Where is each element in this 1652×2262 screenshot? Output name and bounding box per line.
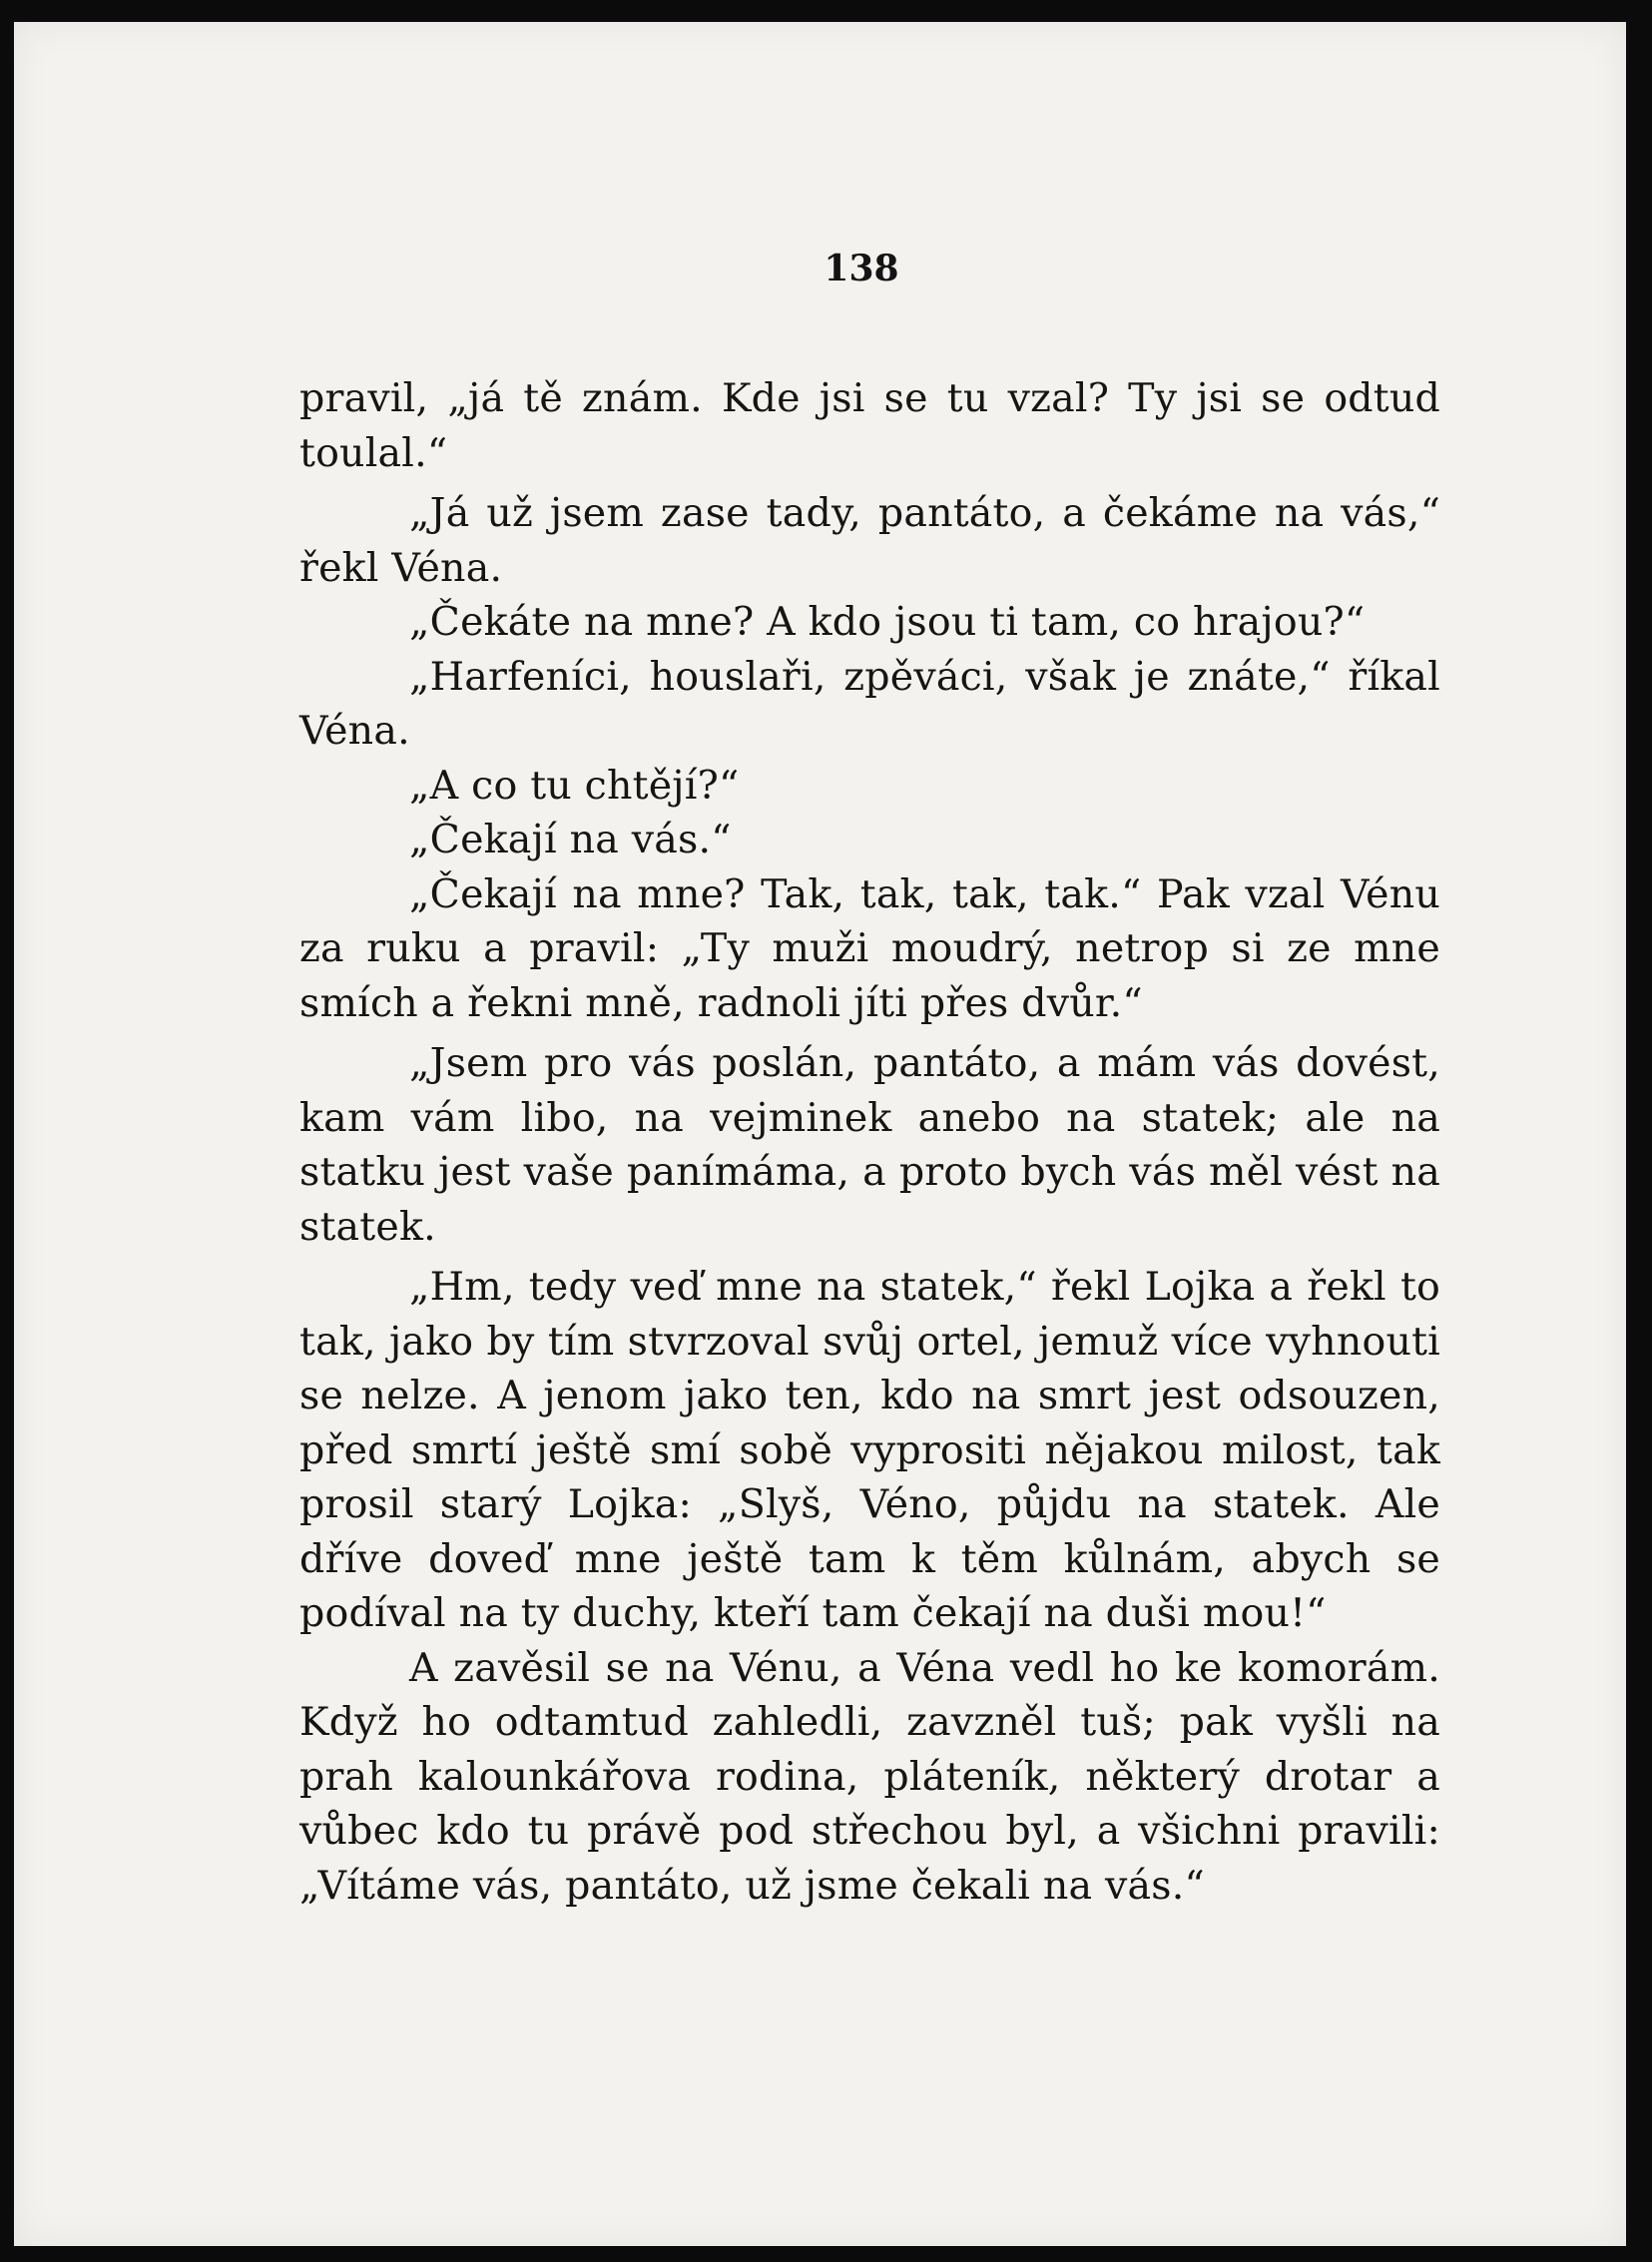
paragraph: „Já už jsem zase tady, pantáto, a čekáme na vás,“ řekl Véna. bbox=[299, 490, 1440, 591]
paragraph: „Čekáte na mne? A kdo jsou ti tam, co hrajou?“ bbox=[409, 599, 1366, 645]
paragraph: „Harfeníci, houslaři, zpěváci, však je znáte,“ říkal Véna. bbox=[299, 653, 1440, 754]
paragraph: „Hm, tedy veď mne na statek,“ řekl Lojka a řekl to tak, jako by tím stvrzoval svůj ortel, jemuž více vyhnouti se nelze. A jenom jako ten, kdo na smrt jest odsouzen, před smrtí ještě smí sobě vyprositi nějakou milost, tak prosil starý Lojka: „Slyš, Véno, půjdu na statek. Ale dříve doveď mne ještě tam k těm kůlnám, abych se podíval na ty duchy, kteří tam čekají na duši mou!“ bbox=[299, 1264, 1440, 1636]
paragraph: „Jsem pro vás poslán, pantáto, a mám vás dovést, kam vám libo, na vejminek anebo na statek; ale na statku jest vaše panímáma, a proto bych vás měl vést na statek. bbox=[299, 1040, 1440, 1250]
page-number: 138 bbox=[824, 248, 899, 289]
paragraph: „A co tu chtějí?“ bbox=[409, 762, 740, 809]
book-page bbox=[14, 22, 1626, 2246]
paragraph: pravil, „já tě znám. Kde jsi se tu vzal? Ty jsi se odtud toulal.“ bbox=[299, 375, 1440, 476]
paragraph: „Čekají na vás.“ bbox=[409, 817, 732, 862]
body-text bbox=[299, 371, 1440, 1913]
paragraph: „Čekají na mne? Tak, tak, tak, tak.“ Pak vzal Vénu za ruku a pravil: „Ty muži moudrý, netrop si ze mne smích a řekni mně, radnoli jíti přes dvůr.“ bbox=[299, 870, 1440, 1026]
paragraph: A zavěsil se na Vénu, a Véna vedl ho ke komorám. Když ho odtamtud zahledli, zavzněl tuš; pak vyšli na prah kalounkářova rodina, pláteník, některý drotar a vůbec kdo tu právě pod střechou byl, a všichni pravili: „Vítáme vás, pantáto, už jsme čekali na vás.“ bbox=[299, 1644, 1440, 1909]
